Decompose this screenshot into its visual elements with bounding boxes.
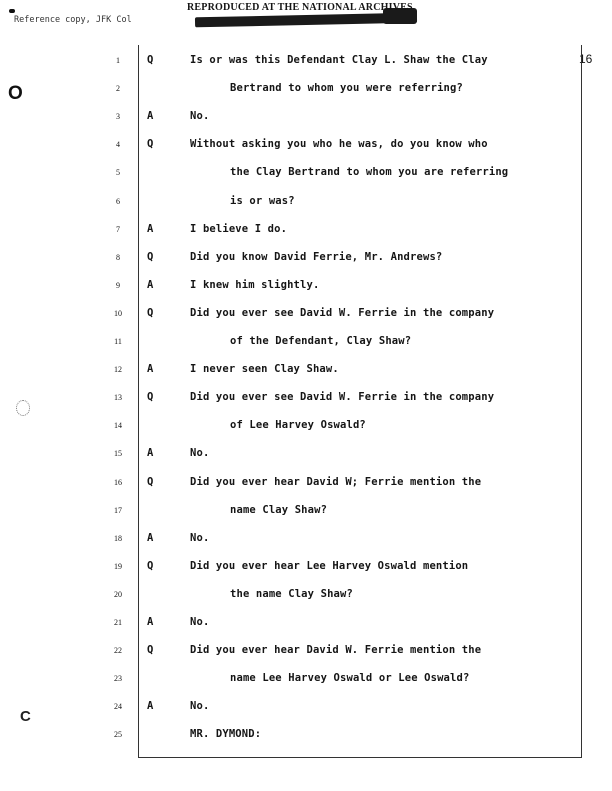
reference-copy-label: Reference copy, JFK Col	[14, 15, 132, 25]
transcript-line: name Lee Harvey Oswald or Lee Oswald?	[230, 672, 470, 685]
margin-circle-mark: O	[8, 83, 23, 104]
line-number: 20	[114, 589, 122, 599]
line-number: 12	[114, 365, 122, 375]
transcript-line: name Clay Shaw?	[230, 503, 328, 516]
transcript-line: I knew him slightly.	[190, 278, 320, 291]
line-number: 22	[114, 646, 122, 656]
line-number: 4	[116, 140, 120, 150]
transcript-line: Without asking you who he was, do you know who	[190, 138, 488, 151]
archives-stamp-text: REPRODUCED AT THE NATIONAL ARCHIVES	[187, 2, 413, 13]
speaker-label: Q	[147, 250, 154, 263]
transcript-line: Did you ever see David W. Ferrie in the company	[190, 391, 495, 404]
line-number: 15	[114, 449, 122, 459]
speaker-label: A	[147, 363, 154, 376]
speaker-label: A	[147, 616, 154, 628]
line-number: 18	[114, 533, 122, 543]
speaker-label: Q	[147, 475, 154, 488]
line-number: 11	[114, 337, 122, 346]
transcript-line: is or was?	[230, 194, 295, 207]
line-number: 16	[114, 477, 122, 487]
transcript-line: I believe I do.	[190, 222, 288, 235]
transcript-line: No.	[190, 110, 210, 123]
line-number: 13	[114, 393, 122, 403]
margin-smudge-mark	[16, 400, 30, 416]
transcript-line: Did you ever hear David W. Ferrie mention the	[190, 644, 482, 657]
transcript-line: the Clay Bertrand to whom you are referring	[230, 166, 509, 179]
line-number: 7	[116, 224, 120, 234]
line-number: 14	[114, 421, 122, 431]
archives-stamp	[187, 2, 421, 28]
speaker-label: A	[147, 447, 154, 460]
speaker-label: Q	[147, 138, 154, 151]
speaker-label: A	[147, 110, 154, 123]
transcript-line: No.	[190, 531, 210, 544]
line-number: 24	[114, 702, 122, 712]
speaker-label: Q	[147, 644, 154, 657]
line-number: 21	[114, 618, 122, 627]
transcript-line: MR. DYMOND:	[190, 728, 262, 741]
transcript-line: No.	[190, 447, 210, 460]
transcript-line: Did you ever hear David W; Ferrie mention the	[190, 475, 482, 488]
speaker-label: A	[147, 278, 154, 291]
speaker-label: Q	[147, 391, 154, 404]
speaker-label: A	[147, 700, 154, 713]
line-number: 19	[114, 561, 122, 571]
transcript-line: Did you ever see David W. Ferrie in the company	[190, 306, 495, 319]
line-number: 17	[114, 505, 122, 515]
line-number: 1	[116, 56, 120, 65]
line-number: 8	[116, 252, 120, 262]
transcript-line: Did you know David Ferrie, Mr. Andrews?	[190, 250, 443, 263]
transcript-line: Is or was this Defendant Clay L. Shaw the Clay	[190, 54, 488, 66]
margin-dot	[9, 9, 15, 13]
speaker-label: A	[147, 222, 154, 235]
transcript-line: Did you ever hear Lee Harvey Oswald mention	[190, 559, 469, 572]
line-number: 9	[116, 280, 120, 290]
page-number: 16	[579, 52, 593, 66]
line-number: 6	[116, 196, 120, 206]
transcript-line: No.	[190, 616, 210, 628]
speaker-label: Q	[147, 559, 154, 572]
line-number: 25	[114, 730, 122, 740]
speaker-label: Q	[147, 54, 154, 66]
transcript-line: the name Clay Shaw?	[230, 587, 353, 600]
transcript-line: I never seen Clay Shaw.	[190, 363, 339, 376]
margin-hook-mark: C	[20, 708, 31, 725]
transcript-line: of the Defendant, Clay Shaw?	[230, 335, 412, 347]
transcript-line: of Lee Harvey Oswald?	[230, 419, 366, 432]
line-number: 3	[116, 112, 120, 122]
transcript-line: Bertrand to whom you were referring?	[230, 82, 463, 95]
speaker-label: Q	[147, 306, 154, 319]
line-number: 5	[116, 168, 120, 178]
speaker-label: A	[147, 531, 154, 544]
line-number: 23	[114, 674, 122, 684]
line-number: 2	[116, 84, 120, 94]
transcript-line: No.	[190, 700, 210, 713]
line-number: 10	[114, 308, 122, 318]
